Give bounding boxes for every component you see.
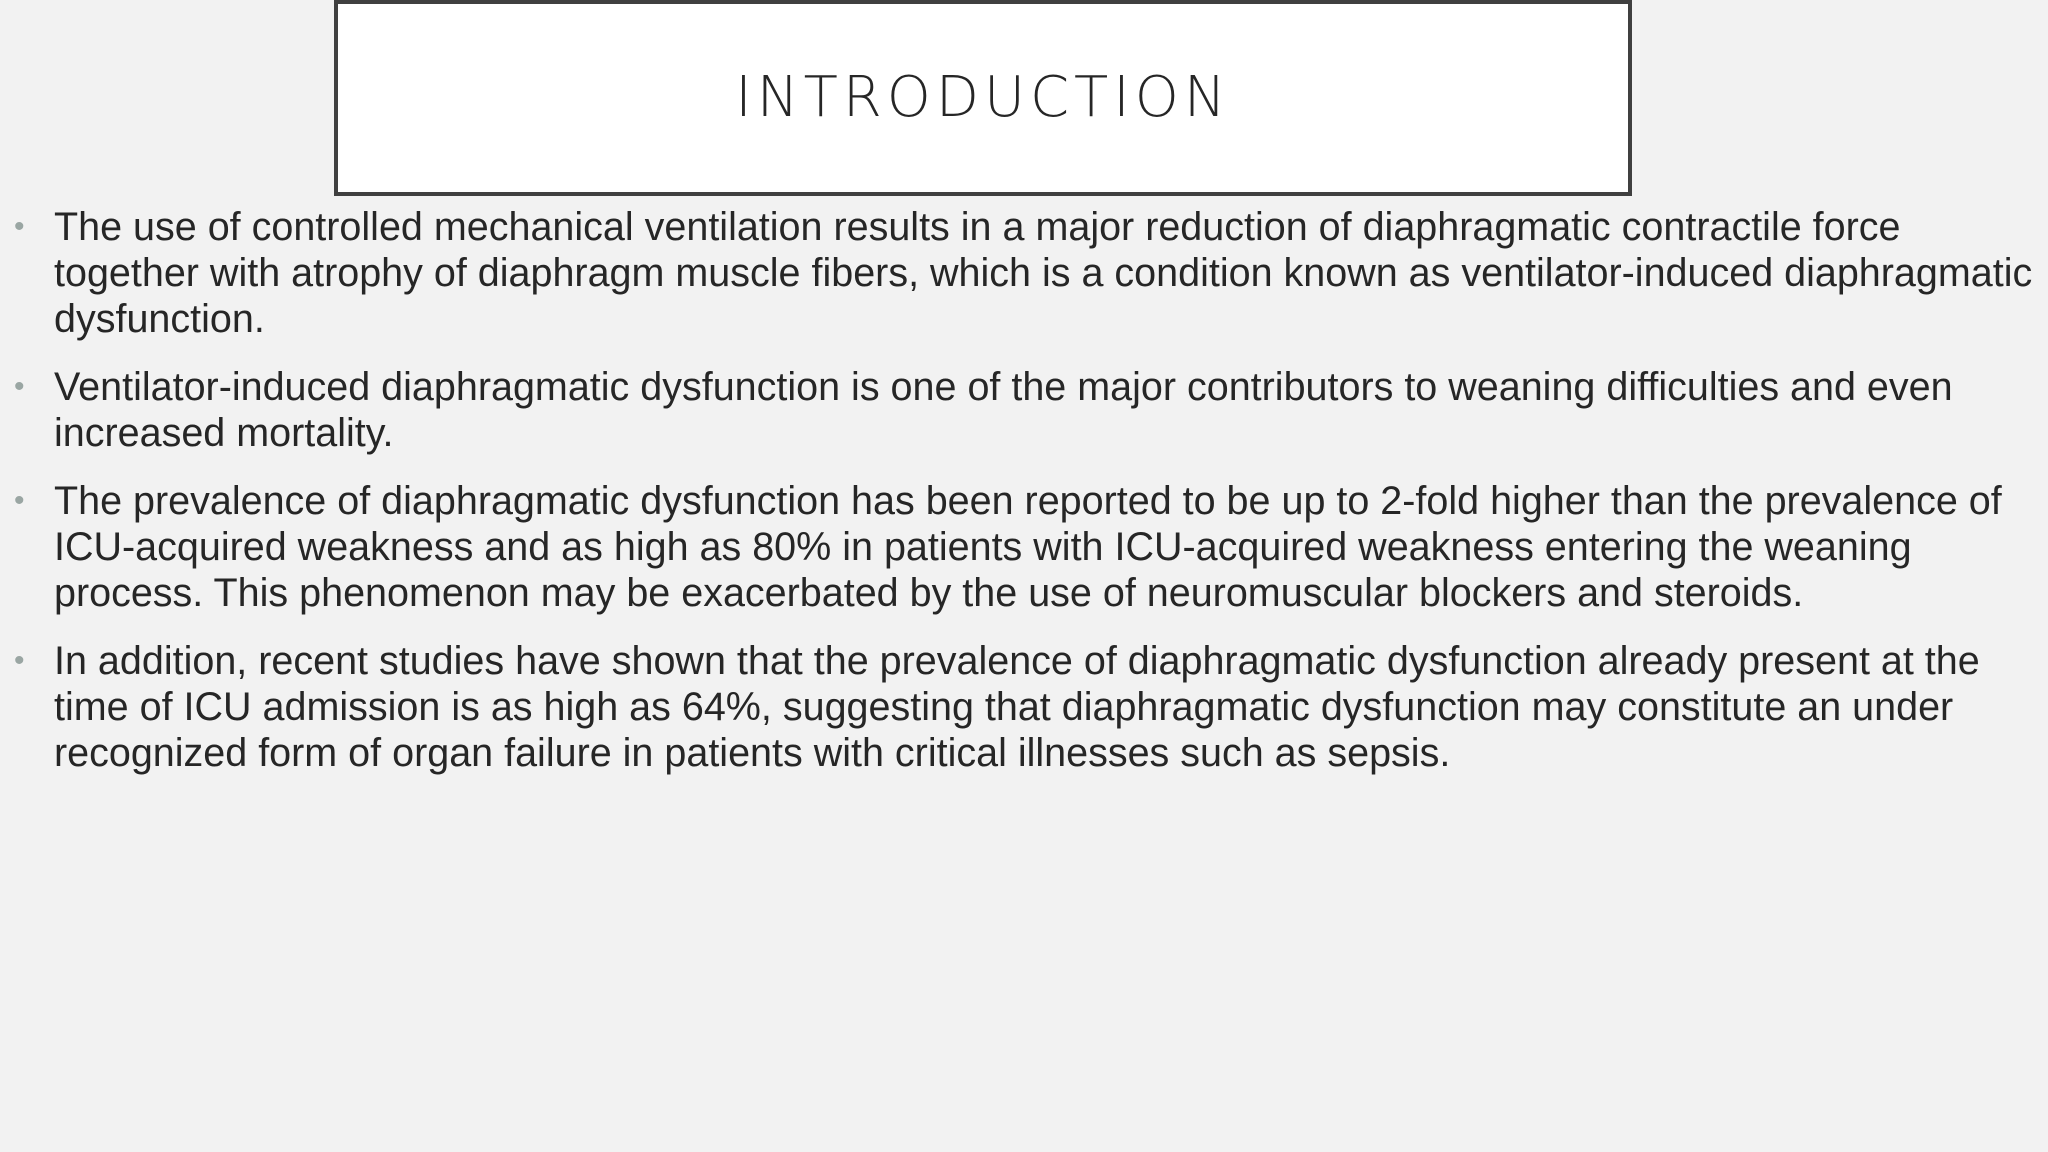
bullet-text: The prevalence of diaphragmatic dysfunction has been reported to be up to 2-fold higher than the prevalence of ICU-acquired weakness and as high as 80% in patients with ICU-acquired weakness entering the weaning process. This phenomenon may be exacerbated by the use of neuromuscular blockers and steroids. — [54, 479, 2002, 615]
bullet-item — [14, 638, 2040, 776]
bullet-item — [14, 478, 2040, 616]
bullet-text: The use of controlled mechanical ventilation results in a major reduction of diaphragmatic contractile force together with atrophy of diaphragm muscle fibers, which is a condition known as ventilator-induced diaphragmatic dysfunction. — [54, 205, 2033, 341]
bullet-item — [14, 204, 2040, 342]
bullet-dot-icon: • — [14, 484, 25, 517]
title-box — [334, 0, 1632, 196]
bullet-dot-icon: • — [14, 210, 25, 243]
slide-title: INTRODUCTION — [735, 64, 1231, 130]
bullet-item — [14, 364, 2040, 456]
bullet-dot-icon: • — [14, 644, 25, 677]
bullet-dot-icon: • — [14, 370, 25, 403]
bullet-text: Ventilator-induced diaphragmatic dysfunction is one of the major contributors to weaning difficulties and even increased mortality. — [54, 365, 1953, 455]
bullet-text: In addition, recent studies have shown that the prevalence of diaphragmatic dysfunction already present at the time of ICU admission is as high as 64%, suggesting that diaphragmatic dysfunction may constitute an under recognized form of organ failure in patients with critical illnesses such as sepsis. — [54, 639, 1980, 775]
bullet-list — [14, 204, 2040, 798]
